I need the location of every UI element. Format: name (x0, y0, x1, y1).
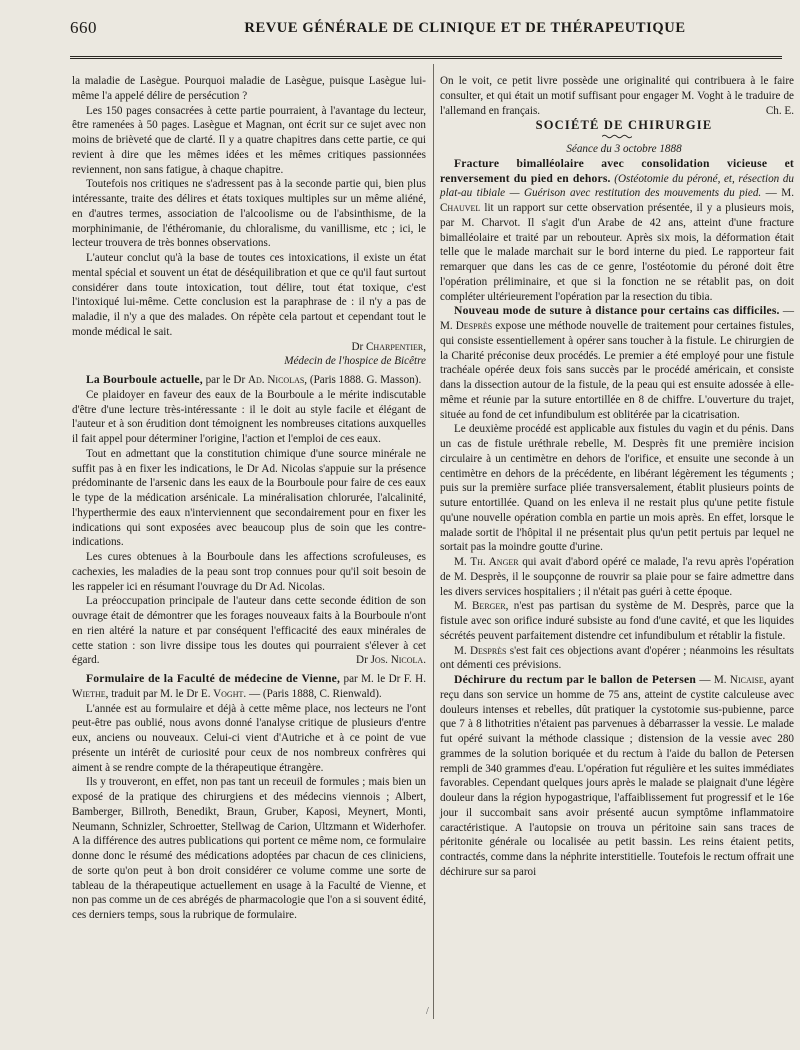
speaker-name: Desprès (469, 644, 507, 657)
paragraph (440, 599, 794, 643)
signature (342, 653, 426, 668)
review-reference: par M. le Dr (340, 673, 404, 685)
paragraph: Les cures obtenues à la Bourboule dans les affections scrofuleuses, es cachexies, les maladies de la peau sont trop connues pour qu'il soit besoin de les rappeler ici en résumant l'ouvrage du Dr Ad. Nicolas. (72, 551, 426, 593)
paragraph: Le deuxième procédé est applicable aux fistules du vagin et du pénis. Dans un cas de fistule uréthrale rebelle, M. Desprès fit une première incision circulaire à un centimètre en dehors de l'orifice, et ensuite une seconde à un centimètre en dehors de la précédente, en libérant légèrement les téguments ; puis sur la première surface pliée transversalement, établit plusieurs points de suture entortillée. Quand on les enleva il ne restait plus qu'une petite fistule qu'une nouvelle opération combla en partie un mois après. En effet, lorsque le malade sortit de l'hôpital il ne présentait plus qu'un petit pertuis par lequel ne sortait pas la moindre goutte d'urine. (440, 423, 794, 554)
article-title: Déchirure du rectum par le ballon de Petersen (454, 673, 696, 686)
page-number: 660 (70, 18, 97, 37)
review-reference: (Paris 1888. G. Masson). (307, 374, 422, 386)
paragraph: Les 150 pages consacrées à cette partie pourraient, à l'avantage du lecteur, être ramenées à 50 pages. Lasègue et Magnan, ont écrit sur ce sujet avec non moins de brièveté que de clarté. Il y a quatre chapitres dans cette partie, ce qui revient à dire que les mêmes idées et les mêmes critiques passionnées reviennent, non sans fatigue, à chaque chapitre. (72, 104, 426, 176)
page-mark: / (426, 1006, 429, 1017)
article-subtitle: (Ostéotomie du péroné, et, résection du plat-au tibiale — Guérison avec restitution des mouvements du pied. (440, 172, 794, 200)
review-author: E. Voght. (200, 687, 247, 700)
article-author: Nicaise, (729, 674, 767, 686)
review-title: Formulaire de la Faculté de médecine de Vienne, (86, 672, 341, 685)
header-rule (70, 56, 782, 59)
paragraph-text: qui avait d'abord opéré ce malade, l'a revu après l'opération de M. Desprès, il le soupçonne de rouvrir sa plaie pour se faire admettre dans les divers services hospitaliers ; il n'était pas guéri à cette époque. (440, 556, 794, 598)
paragraph: Ce plaidoyer en faveur des eaux de la Bourboule a le mérite indiscutable d'être d'une lecture très-intéressante : il le doit au style facile et élégant de l'auteur et à son érudition dont témoignent les nombreuses citations auxquelles il fait appel pour déterminer l'origine, l'action et l'emploi de ces eaux. (72, 388, 426, 445)
paragraph (72, 594, 426, 668)
article-title: Fracture bimalléolaire avec consolidation vicieuse et renversement du pied en dehors. (440, 156, 794, 185)
paragraph: la maladie de Lasègue. Pourquoi maladie de Lasègue, puisque Lasègue lui-même l'a appelé délire de persécution ? (72, 75, 426, 102)
article-title: Nouveau mode de suture à distance pour certains cas difficiles. (454, 304, 780, 318)
paragraph (440, 74, 794, 118)
review-heading (72, 672, 426, 702)
ornament-squiggle (602, 134, 632, 139)
paragraph (440, 555, 794, 599)
review-reference: traduit par M. le Dr (108, 687, 201, 700)
paragraph-lead: M. (454, 644, 470, 657)
article-lead: — M. (761, 187, 795, 200)
article-lead: — M. (695, 674, 730, 686)
speaker-name: Th. Anger (470, 556, 519, 568)
review-title: La Bourboule actuelle, (86, 373, 203, 386)
signature-prefix: Dr (351, 340, 366, 353)
review-reference: — (Paris 1888, C. Rienwald). (246, 687, 382, 700)
paragraph-text: s'est fait ces objections avant d'opérer ; néanmoins les résultats ont démenti ces prévisions. (440, 644, 794, 672)
review-reference: par le Dr (202, 374, 248, 386)
paragraph: Ils y trouveront, en effet, non pas tant un receuil de formules ; mais bien un exposé de la pratique des chirurgiens et des médecins viennois ; Albert, Bamberger, Billroth, Benedikt, Braun, Gruber, Kaposi, Meynert, Monti, Neumann, Schnizler, Schroetter, Stellwag de Carion, Ultzmann et Widerhofer. A la différence des autres publications qui portent ce même nom, ce formulaire donne donc le résumé des médications adoptées par chacun de ces cliniciens, de sorte qu'on peut à bon droit considérer ce volume comme une sorte de tableau de la thérapeutique actuellement en usage à la Faculté de Vienne, et non pas comme un de ces abrégés de pharmacologie que l'on a si souvent édité, ces derniers temps, sous la rubrique de formulaire. (72, 776, 426, 921)
review-heading (72, 373, 426, 388)
article-body: expose une méthode nouvelle de traitement pour certaines fistules, qui consiste essentiellement à opérer sans toucher à la fistule. Le chirurgien de la Charité préconise deux procédés. Le premier a été employé pour une fistule trachéale opérée deux fois sans succès par le procédé américain, et consiste dans la dissection autour de la fistule, de la peau qui est ensuite adossée à elle-même et réunie par la suture entortillée en 8 de chiffre. L'ouverture du trajet, située au fond de cet infundibulum est oblitérée par la cicatrisation. (440, 320, 794, 421)
session-date: Séance du 3 octobre 1888 (566, 143, 682, 155)
paragraph: Tout en admettant que la constitution chimique d'une source minérale ne suffit pas à en fixer les indications, le Dr Ad. Nicolas s'appuie sur la présence prédominante de l'arsenic dans les eaux de la Bourboule pour faire de ces eaux le type de la médication arsénicale. La minéralisation chlorurée, l'alcalinité, l'hyperthermie des eaux n'interviennent que secondairement pour en fixer les indications qui sont exposées avec beaucoup plus de soin que les contre-indications. (72, 447, 426, 549)
paragraph: L'année est au formulaire et déjà à cette même place, nos lecteurs ne l'ont peut-être pas oublié, nous avons donné l'analyse critique de plusieurs d'entre eux, anciens ou nouveaux. Celui-ci vient d'Autriche et à ce point de vue présente un intérêt de curiosité pour ceux de nos nombreux confrères qui aiment à se rendre compte de la thérapeutique étrangère. (72, 702, 426, 774)
signature-name: Jos. Nicola. (370, 654, 426, 667)
column-divider (433, 64, 434, 1019)
paragraph: Toutefois nos critiques ne s'adressent pas à la seconde partie qui, bien plus intéressante, traite des délires et états toxiques multiples sur un même aliéné, en d'autres termes, association de l'alcoolisme ou de l'absinthisme, de la morphinimanie, de l'éthéromanie, du chloralisme, du vanillisme, etc ; ici, le lecteur trouvera de très bonnes observations. (72, 178, 426, 250)
signature (72, 340, 426, 355)
signature-name: Charpentier, (366, 340, 426, 353)
paragraph-text: , n'est pas partisan du système de M. Desprès, parce que la fistule avec son orifice induré subsiste au fond d'une cavité, et que les liquides sécrétés peuvent parfaitement distendre cet infundibulum et rétablir la fistule. (440, 600, 794, 642)
paragraph-lead: M. (454, 556, 471, 568)
signature-title: Médecin de l'hospice de Bicêtre (284, 355, 426, 368)
left-column (72, 74, 426, 923)
review-author: Ad. Nicolas, (247, 374, 308, 386)
article-body: lit un rapport sur cette observation présentée, il y a plusieurs mois, par M. Charvot. Il s'agit d'un Arabe de 42 ans, atteint d'une fracture bimalléolaire et traité par un rebouteur. Après six mois, la déformation était telle que le malade marchait sur le bord interne du pied. Le rapporteur fait remarquer que dans les cas de ce genre, l'ostéotomie du péroné doit être l'opération préliminaire, et que si la fonction ne se rétablit pas, on doit compléter ultérieurement l'opération par la resection du tibia. (440, 202, 794, 303)
section-title: SOCIÉTÉ DE CHIRURGIE (535, 118, 713, 133)
right-column (440, 74, 794, 880)
signature-prefix: Dr (356, 654, 371, 667)
running-title: REVUE GÉNÉRALE DE CLINIQUE ET DE THÉRAPEUTIQUE (244, 20, 686, 36)
article (440, 673, 794, 880)
speaker-name: Berger (472, 600, 506, 613)
paragraph: L'auteur conclut qu'à la base de toutes ces intoxications, il existe un état mental spécial et souvent un état de déséquilibration et que ce qu'il faut surtout considérer dans toute intoxication, tout délire, tout état toxique, c'est l'intoxiqué lui-même. Cette conclusion est la paraphrase de : il n'y a pas de maladie, il n'y a que des malades. On répète cela partout et cependant tout le monde médical le sait. (72, 252, 426, 338)
page-header (70, 18, 782, 42)
article (440, 157, 794, 305)
paragraph-text: On le voit, ce petit livre possède une originalité qui contribuera à le faire consulter, et qui était un motif suffisant pour engager M. Voght à le traduire de l'allemand en français. (440, 75, 794, 117)
article-author: Desprès (455, 320, 493, 332)
paragraph-text: La préoccupation principale de l'auteur dans cette seconde édition de son ouvrage était de démontrer que les forages nouveaux faits à la Bourboule n'ont en rien altéré la nature et par conséquent l'efficacité des eaux minérales de cette station : son livre dissipe tous les doutes qui pourraient s'élever à cet égard. (72, 595, 426, 667)
review-author: F. H. Wiethe, (72, 673, 426, 700)
paragraph (440, 644, 794, 674)
paragraph-lead: M. (454, 600, 472, 613)
article (440, 304, 794, 422)
article-body: ayant reçu dans son service un homme de 75 ans, atteint de cystite calculeuse avec douleurs intenses et rebelles, dût pratiquer la cystotomie sus-pubienne, parce que 7 à 8 lithotrities n'étaient pas parvenues à débarrasser la vessie. Le malade fut opéré suivant la méthode classique ; distension de la vessie avec 280 grammes de la solution boriquée et du rectum à l'aide du ballon de Petersen rempli de 340 grammes d'eau. L'opération fut régulière et les suites immédiates favorables. Cependant quelques jours après le malade se plaignait d'une légère douleur dans la région hypogastrique, l'affaiblissement fut progressif et le 16e jour il succombait sans avoir présenté aucun symptôme inflammatoire caractéristique. A l'autopsie on trouva un péritoine sain sans traces de péritonite générale ou localisée au petit bassin. Les reins étaient petits, contractés, comme dans la néphrite interstitielle. Toutefois le rectum offrait une déchirure sur sa paroi (440, 674, 795, 878)
signature: Ch. E. (765, 104, 794, 117)
article-lead: — M. (440, 305, 794, 332)
article-author: Chauvel (440, 202, 481, 214)
